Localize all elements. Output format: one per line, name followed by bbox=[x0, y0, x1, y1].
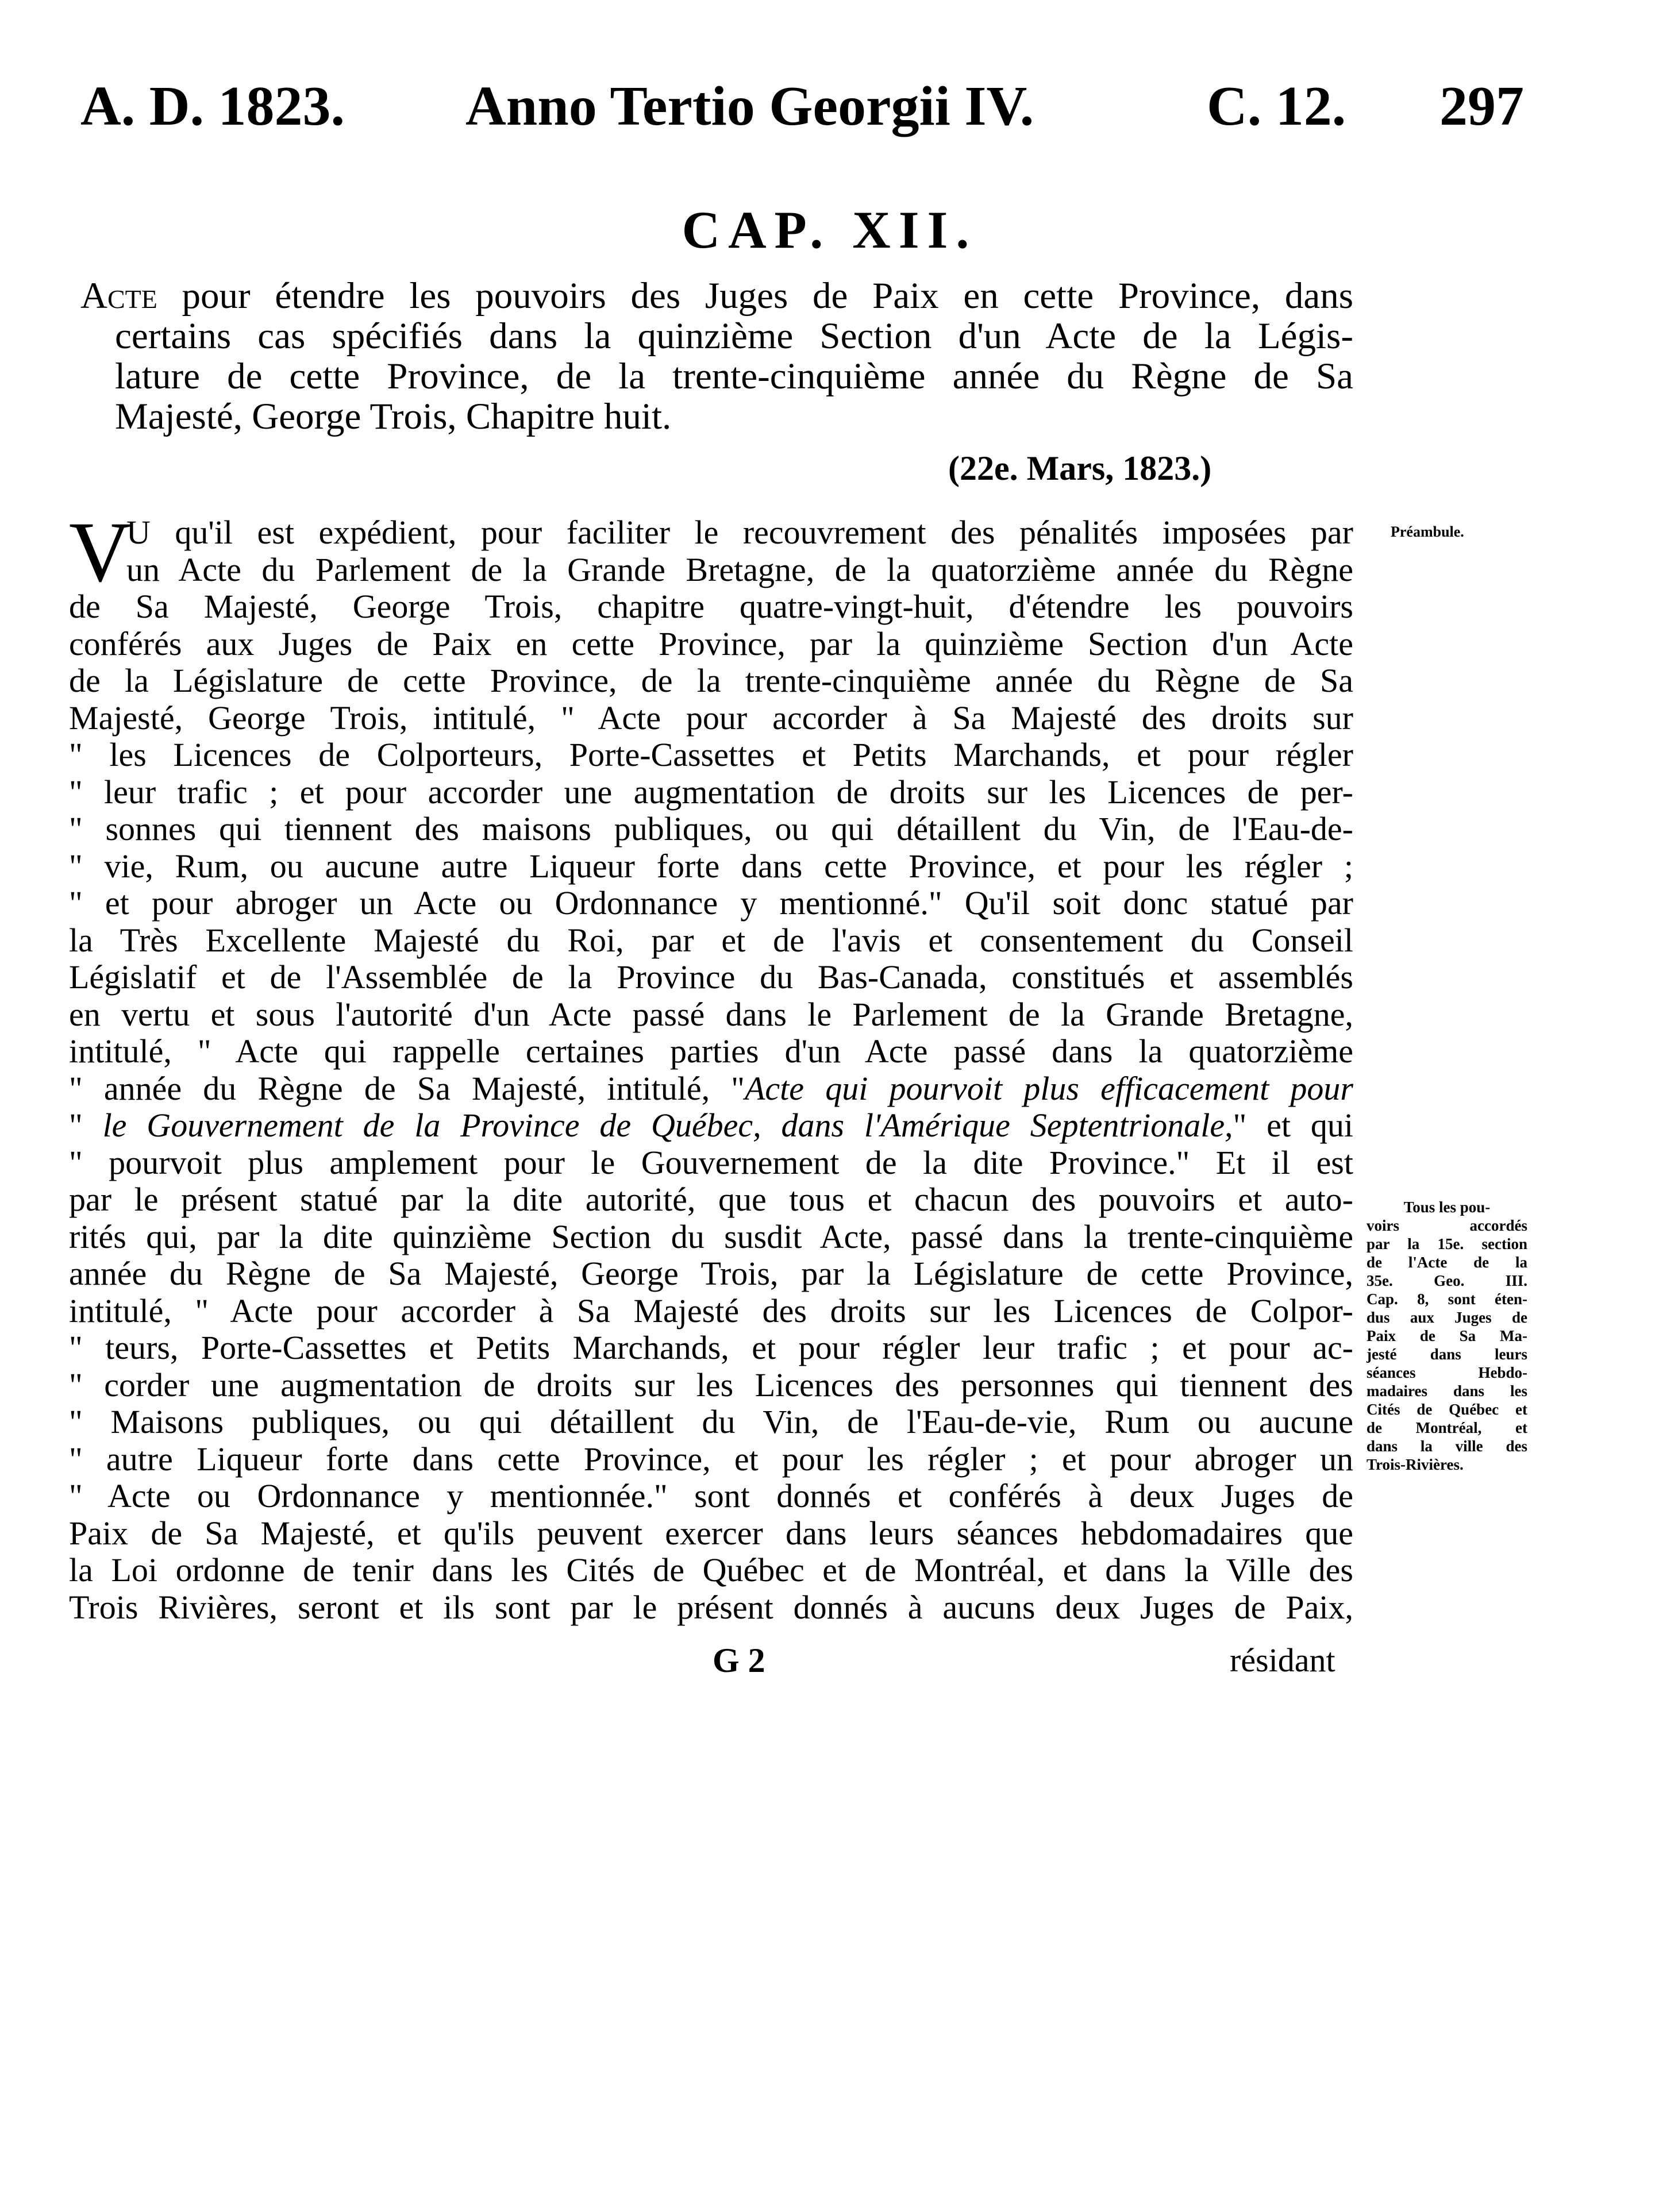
act-date: (22e. Mars, 1823.) bbox=[948, 449, 1212, 487]
body-line: année du Règne de Sa Majesté, George Trois, par la Législature de cette Province, bbox=[69, 1255, 1353, 1292]
body-line: intitulé, " Acte pour accorder à Sa Majesté des droits sur les Licences de Colpor- bbox=[69, 1292, 1353, 1329]
running-head-regnal-year: Anno Tertio Georgii IV. bbox=[465, 75, 1034, 137]
marginal-note-line: de Montréal, et bbox=[1367, 1419, 1527, 1436]
running-head bbox=[80, 66, 1529, 147]
marginal-note-line: séances Hebdo- bbox=[1367, 1364, 1527, 1381]
body-line: Majesté, George Trois, intitulé, " Acte pour accorder à Sa Majesté des droits sur bbox=[69, 699, 1353, 737]
marginal-note-line: 35e. Geo. III. bbox=[1367, 1272, 1527, 1289]
body-line: par le présent statué par la dite autorité, que tous et chacun des pouvoirs et auto- bbox=[69, 1181, 1353, 1218]
marginal-note-line: Paix de Sa Ma- bbox=[1367, 1327, 1527, 1344]
act-title-line: certains cas spécifiés dans la quinzième Section d'un Acte de la Légis- bbox=[115, 315, 1353, 357]
marginal-note-line: madaires dans les bbox=[1367, 1382, 1527, 1400]
italic-act-title: Acte qui pourvoit plus efficacement pour bbox=[745, 1070, 1353, 1107]
marginal-note-line: par la 15e. section bbox=[1367, 1235, 1527, 1253]
body-line: un Acte du Parlement de la Grande Bretagne, de la quatorzième année du Règne bbox=[126, 551, 1353, 588]
body-line: U qu'il est expédient, pour faciliter le recouvrement des pénalités imposées par bbox=[126, 514, 1353, 551]
act-title-line: Acte pour étendre les pouvoirs des Juges de Paix en cette Province, dans bbox=[80, 275, 1353, 317]
body-line: " Maisons publiques, ou qui détaillent du Vin, de l'Eau-de-vie, Rum ou aucune bbox=[69, 1404, 1353, 1440]
body-line: la Très Excellente Majesté du Roi, par et de l'avis et consentement du Conseil bbox=[69, 922, 1353, 959]
running-head-chapter: C. 12. bbox=[1207, 75, 1346, 137]
act-body-text bbox=[69, 504, 1353, 1626]
body-line: rités qui, par la dite quinzième Section du susdit Acte, passé dans la trente-cinquième bbox=[69, 1218, 1353, 1255]
italic-act-title: le Gouvernement de la Province de Québec, dans l'Amérique Septentrionale, bbox=[102, 1107, 1233, 1144]
body-line: " le Gouvernement de la Province de Québec, dans l'Amérique Septentrionale," et qui bbox=[69, 1107, 1353, 1144]
body-line: " vie, Rum, ou aucune autre Liqueur forte dans cette Province, et pour les régler ; bbox=[69, 847, 1353, 885]
running-head-year: A. D. 1823. bbox=[80, 75, 345, 137]
act-title-line: lature de cette Province, de la trente-cinquième année du Règne de Sa bbox=[115, 356, 1353, 397]
marginal-note-powers bbox=[1367, 1198, 1527, 1474]
body-line: " pourvoit plus amplement pour le Gouvernement de la dite Province." Et il est bbox=[69, 1144, 1353, 1181]
body-line: " autre Liqueur forte dans cette Province, et pour les régler ; et pour abroger un bbox=[69, 1440, 1353, 1478]
marginal-note-preamble: Préambule. bbox=[1391, 523, 1464, 540]
act-title-lead-word: Acte bbox=[80, 275, 157, 317]
body-line: " corder une augmentation de droits sur les Licences des personnes qui tiennent des bbox=[69, 1366, 1353, 1404]
body-line: conférés aux Juges de Paix en cette Province, par la quinzième Section d'un Acte bbox=[69, 625, 1353, 662]
body-line: intitulé, " Acte qui rappelle certaines parties d'un Acte passé dans la quatorzième bbox=[69, 1033, 1353, 1070]
catchword: résidant bbox=[1230, 1641, 1335, 1679]
body-line: " année du Règne de Sa Majesté, intitulé, "Acte qui pourvoit plus efficacement pour bbox=[69, 1070, 1353, 1107]
act-title bbox=[80, 276, 1353, 437]
body-line: Trois Rivières, seront et ils sont par le présent donnés à aucuns deux Juges de Paix, bbox=[69, 1589, 1353, 1626]
body-line: de Sa Majesté, George Trois, chapitre quatre-vingt-huit, d'étendre les pouvoirs bbox=[69, 588, 1353, 625]
marginal-note-line: Trois-Rivières. bbox=[1367, 1456, 1464, 1473]
marginal-note-line: Tous les pou- bbox=[1403, 1199, 1491, 1216]
body-line: Paix de Sa Majesté, et qu'ils peuvent exercer dans leurs séances hebdomadaires que bbox=[69, 1515, 1353, 1552]
body-line: " leur trafic ; et pour accorder une augmentation de droits sur les Licences de per- bbox=[69, 773, 1353, 811]
body-line: " les Licences de Colporteurs, Porte-Cassettes et Petits Marchands, et pour régler bbox=[69, 737, 1353, 773]
body-line: de la Législature de cette Province, de la trente-cinquième année du Règne de Sa bbox=[69, 662, 1353, 699]
page-number: 297 bbox=[1439, 75, 1524, 137]
body-line: " et pour abroger un Acte ou Ordonnance y mentionné." Qu'il soit donc statué par bbox=[69, 885, 1353, 922]
body-line: " Acte ou Ordonnance y mentionnée." sont donnés et conférés à deux Juges de bbox=[69, 1478, 1353, 1515]
body-line: " sonnes qui tiennent des maisons publiques, ou qui détaillent du Vin, de l'Eau-de- bbox=[69, 811, 1353, 847]
marginal-note-line: Cités de Québec et bbox=[1367, 1401, 1527, 1418]
body-line: Législatif et de l'Assemblée de la Province du Bas-Canada, constitués et assemblés bbox=[69, 959, 1353, 996]
chapter-heading: CAP. XII. bbox=[682, 201, 977, 259]
marginal-note-line: de l'Acte de la bbox=[1367, 1254, 1527, 1271]
marginal-note-line: dans la ville des bbox=[1367, 1438, 1527, 1455]
marginal-note-line: dus aux Juges de bbox=[1367, 1309, 1527, 1326]
body-line: en vertu et sous l'autorité d'un Acte passé dans le Parlement de la Grande Bretagne, bbox=[69, 996, 1353, 1033]
body-line: " teurs, Porte-Cassettes et Petits Marchands, et pour régler leur trafic ; et pour ac- bbox=[69, 1329, 1353, 1366]
marginal-note-line: Cap. 8, sont éten- bbox=[1367, 1290, 1527, 1308]
body-line: la Loi ordonne de tenir dans les Cités de Québec et de Montréal, et dans la Ville des bbox=[69, 1552, 1353, 1589]
act-title-line: Majesté, George Trois, Chapitre huit. bbox=[115, 396, 672, 437]
marginal-note-line: voirs accordés bbox=[1367, 1217, 1527, 1234]
marginal-note-line: jesté dans leurs bbox=[1367, 1346, 1527, 1363]
signature-mark: G 2 bbox=[713, 1641, 765, 1679]
drop-cap: V bbox=[69, 504, 132, 600]
